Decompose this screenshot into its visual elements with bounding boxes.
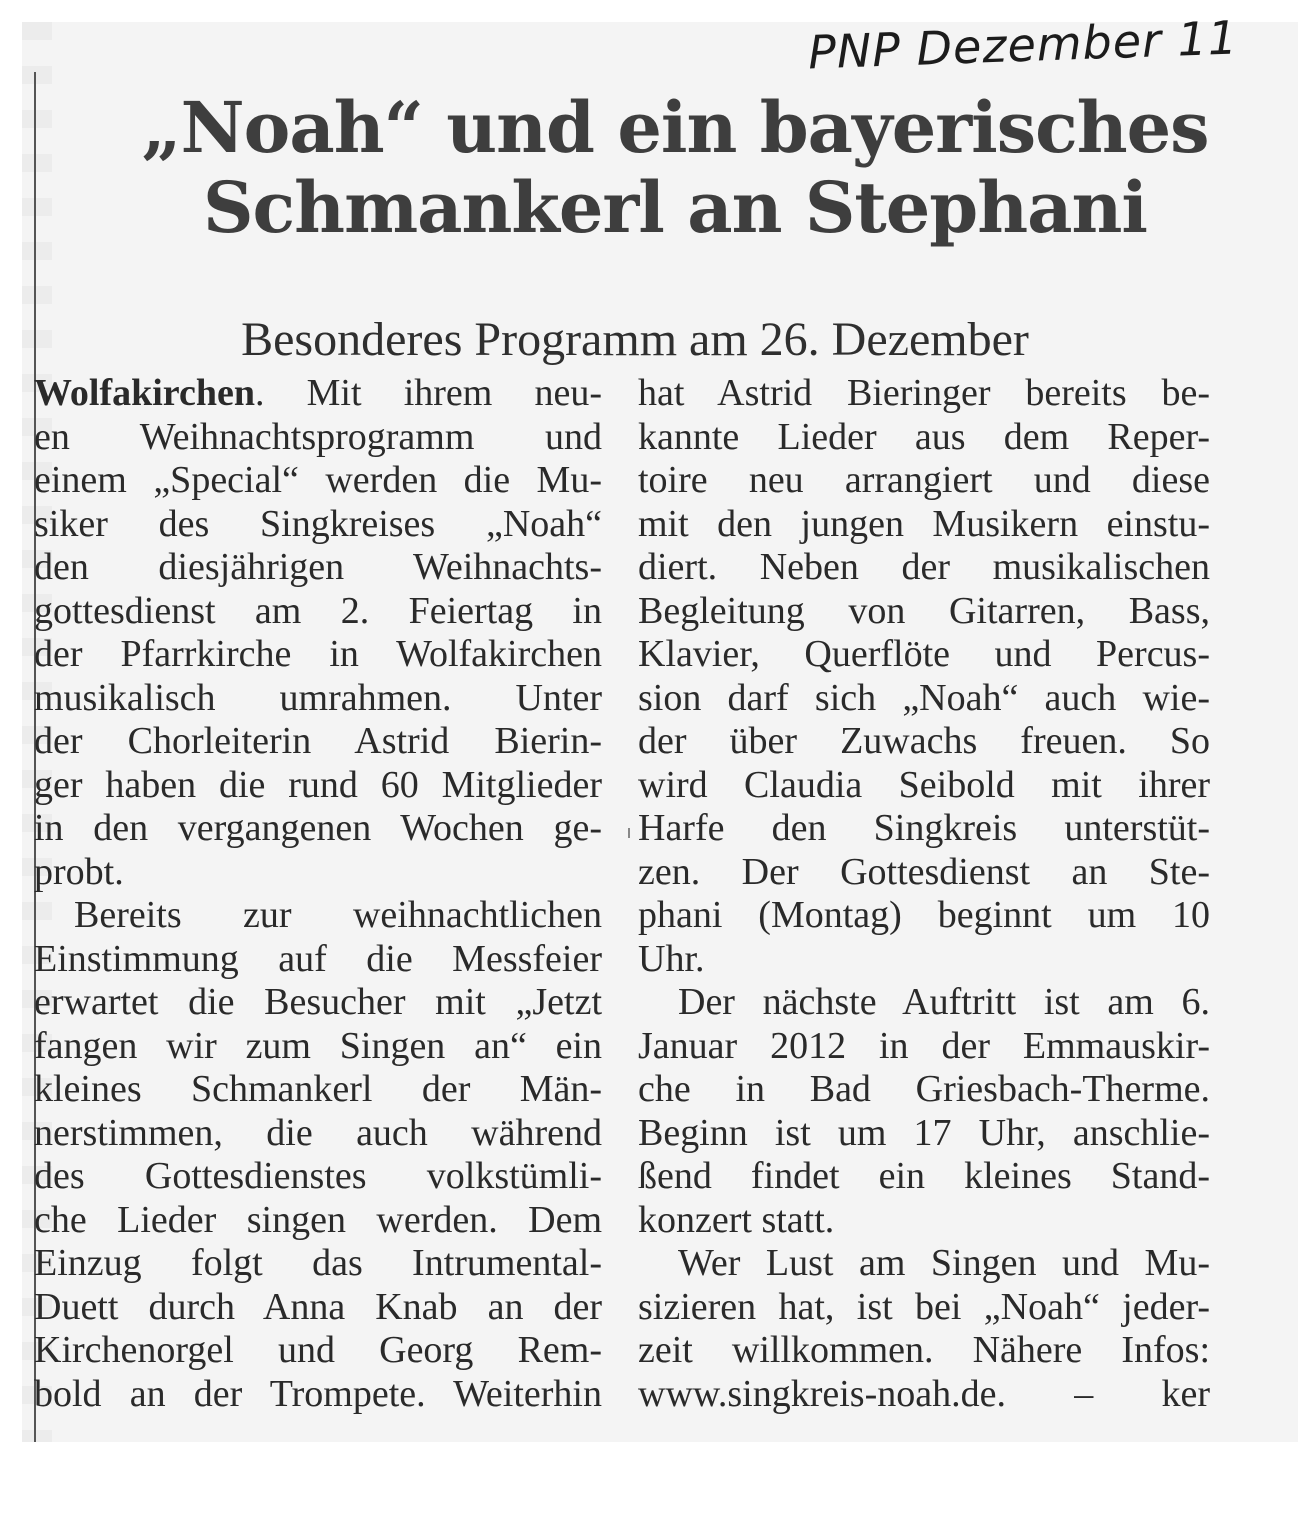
body-line: der über Zuwachs freuen. So [638,720,1210,762]
body-line: kannte Lieder aus dem Reper- [638,415,1210,458]
body-line: Beginn ist um 17 Uhr, anschlie- [638,1111,1210,1154]
article-headline [100,88,1250,248]
headline-line: Schmankerl an Stephani [203,166,1147,249]
body-line: der Chorleiterin Astrid Bierin- [34,720,602,762]
body-line: bold an der Trompete. Weiterhin [34,1372,602,1415]
body-line: Januar 2012 in der Emmauskir- [638,1024,1210,1067]
body-line: che Lieder singen werden. Dem [34,1198,602,1241]
body-line: nerstimmen, die auch während [34,1111,602,1154]
body-line: probt. [34,850,124,893]
body-line: Der nächste Auftritt ist am 6. [678,981,1210,1023]
body-line: sion darf sich „Noah“ auch wie- [638,676,1210,719]
body-line: mit den jungen Musikern einstu- [638,502,1210,545]
body-line: einem „Special“ werden die Mu- [34,459,602,501]
body-line: gottesdienst am 2. Feiertag in [34,589,602,632]
body-line: Kirchenorgel und Georg Rem- [34,1329,602,1371]
body-line: Duett durch Anna Knab an der [34,1285,602,1328]
body-line: sizieren hat, ist bei „Noah“ jeder- [638,1285,1210,1328]
body-line: zeit willkommen. Nähere Infos: [638,1329,1210,1371]
body-line: hat Astrid Bieringer bereits be- [638,372,1210,414]
body-line: toire neu arrangiert und diese [638,459,1210,501]
body-line: in den vergangenen Wochen ge- [34,807,602,849]
body-line: Klavier, Querflöte und Percus- [638,633,1210,675]
body-line: Bereits zur weihnachtlichen [74,894,602,936]
body-line: kleines Schmankerl der Män- [34,1068,602,1110]
body-line: phani (Montag) beginnt um 10 [638,894,1210,936]
body-line: Begleitung von Gitarren, Bass, [638,589,1210,632]
gutter-mark [628,828,630,838]
body-line: musikalisch umrahmen. Unter [34,676,602,719]
body-line: en Weihnachtsprogramm und [34,415,602,458]
body-line: ger haben die rund 60 Mitglieder [34,763,602,806]
body-line: che in Bad Griesbach-Therme. [638,1068,1210,1110]
article-column-right [638,372,1210,1416]
body-line: zen. Der Gottesdienst an Ste- [638,850,1210,893]
body-line: Einstimmung auf die Messfeier [34,937,602,980]
body-line: der Pfarrkirche in Wolfakirchen [34,633,602,675]
body-line: www.singkreis-noah.de. – ker [638,1372,1210,1415]
body-line: Wolfakirchen. Mit ihrem neu- [34,372,602,414]
body-line: den diesjährigen Weihnachts- [34,546,602,588]
article-subheadline: Besonderes Programm am 26. Dezember [241,313,1029,366]
body-line: ßend findet ein kleines Stand- [638,1155,1210,1197]
dateline: Wolfakirchen [34,372,255,414]
body-line: des Gottesdienstes volkstümli- [34,1155,602,1197]
body-line: siker des Singkreises „Noah“ [34,502,602,545]
handwritten-source-note: PNP Dezember 11 [807,10,1239,80]
body-line: diert. Neben der musikalischen [638,546,1210,588]
body-line: erwartet die Besucher mit „Jetzt [34,981,602,1023]
body-line: fangen wir zum Singen an“ ein [34,1024,602,1067]
article-column-left [34,372,602,1416]
body-line: wird Claudia Seibold mit ihrer [638,763,1210,806]
headline-line: „Noah“ und ein bayerisches [141,86,1209,169]
body-line: Uhr. [638,937,705,980]
body-line: Harfe den Singkreis unterstüt- [638,807,1210,849]
body-line: Wer Lust am Singen und Mu- [678,1242,1210,1284]
body-line: konzert statt. [638,1198,835,1241]
body-line: Einzug folgt das Intrumental- [34,1242,602,1284]
